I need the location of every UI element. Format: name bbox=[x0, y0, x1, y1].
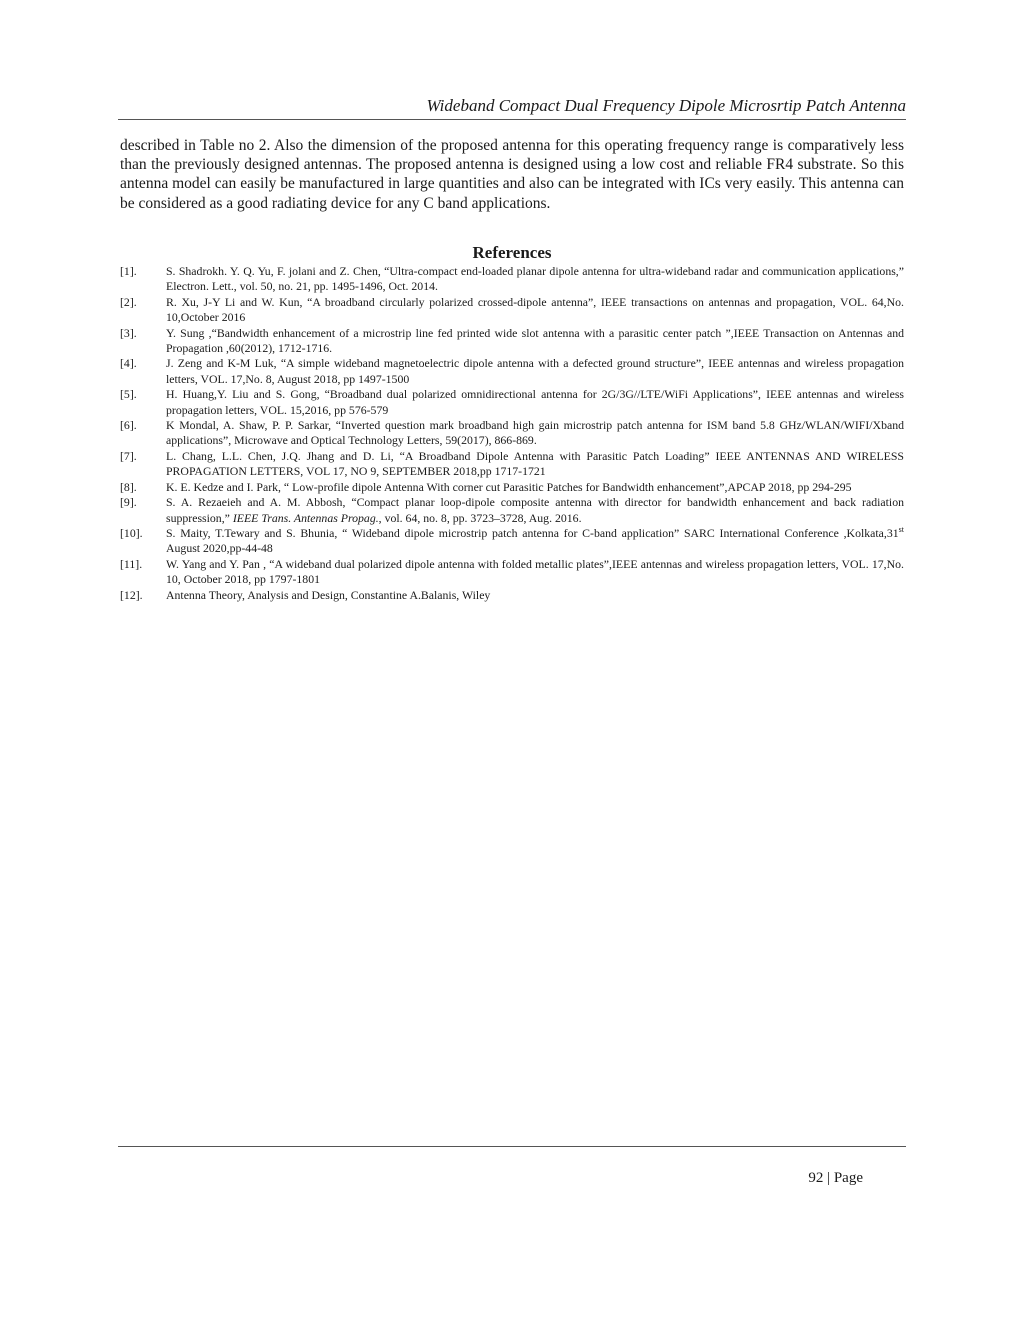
reference-number: [8]. bbox=[120, 479, 137, 494]
reference-text-after: August 2020,pp-44-48 bbox=[166, 541, 273, 556]
reference-number: [5]. bbox=[120, 387, 137, 402]
reference-text: R. Xu, J-Y Li and W. Kun, “A broadband circularly polarized crossed-dipole antenna”, IEEE transactions on antennas and propagation, VOL. 64,No. 10,October 2016 bbox=[166, 294, 904, 325]
reference-item bbox=[120, 495, 904, 526]
reference-number: [9]. bbox=[120, 495, 137, 510]
reference-text: S. Shadrokh. Y. Q. Yu, F. jolani and Z. Chen, “Ultra-compact end-loaded planar dipole antenna for ultra-wideband radar and communication applications,” Electron. Lett., vol. 50, no. 21, pp. 1495-1496, Oct. 2014. bbox=[166, 264, 904, 294]
reference-text: Antenna Theory, Analysis and Design, Constantine A.Balanis, Wiley bbox=[166, 587, 491, 602]
reference-number: [7]. bbox=[120, 448, 137, 463]
references-list bbox=[120, 264, 904, 603]
reference-item bbox=[120, 387, 904, 418]
reference-number: [10]. bbox=[120, 525, 143, 540]
reference-item bbox=[120, 418, 904, 449]
reference-number: [3]. bbox=[120, 325, 137, 340]
reference-text: H. Huang,Y. Liu and S. Gong, “Broadband dual polarized omnidirectional antenna for 2G/3G//LTE/WiFi Applications”, IEEE antennas and wireless propagation letters, VOL. 15,2016, pp 576-579 bbox=[166, 387, 904, 417]
reference-text: K. E. Kedze and I. Park, “ Low-profile dipole Antenna With corner cut Parasitic Patches for Bandwidth enhancement”,APCAP 2018, pp 294-295 bbox=[166, 479, 852, 494]
reference-number: [12]. bbox=[120, 587, 143, 602]
page-number: 92 | Page bbox=[808, 1170, 863, 1186]
reference-text bbox=[166, 495, 904, 526]
ordinal-suffix: st bbox=[898, 524, 904, 534]
reference-text: Y. Sung ,“Bandwidth enhancement of a microstrip line fed printed wide slot antenna with a parasitic center patch ”,IEEE Transaction on Antennas and Propagation ,60(2012), 1712-1716. bbox=[166, 325, 904, 356]
reference-text: L. Chang, L.L. Chen, J.Q. Jhang and D. Li, “A Broadband Dipole Antenna with Parasitic Patch Loading” IEEE ANTENNAS AND WIRELESS PROPAGATION LETTERS, VOL 17, NO 9, SEPTEMBER 2018,pp 1717-1721 bbox=[166, 448, 904, 479]
reference-item bbox=[120, 356, 904, 387]
reference-item bbox=[120, 449, 904, 480]
reference-number: [1]. bbox=[120, 264, 137, 278]
footer-divider bbox=[118, 1146, 906, 1147]
reference-text-before: S. A. Rezaeieh and A. M. Abbosh, “Compact planar loop-dipole composite antenna with director for bandwidth enhancement and back radiation suppression,” bbox=[166, 495, 904, 525]
header-divider bbox=[118, 119, 906, 120]
reference-text bbox=[166, 526, 904, 557]
reference-number: [11]. bbox=[120, 556, 143, 571]
journal-name: IEEE Trans. Antennas Propag. bbox=[232, 510, 379, 525]
reference-item bbox=[120, 557, 904, 588]
reference-text-after: , vol. 64, no. 8, pp. 3723–3728, Aug. 2016. bbox=[378, 510, 582, 525]
reference-text-before: S. Maity, T.Tewary and S. Bhunia, “ Wideband dipole microstrip patch antenna for C-band application” SARC International Conference ,Kolkata,31 bbox=[166, 525, 899, 540]
references-heading: References bbox=[472, 243, 552, 262]
reference-text: K Mondal, A. Shaw, P. P. Sarkar, “Inverted question mark broadband high gain microstrip patch antenna for ISM band 5.8 GHz/WLAN/WIFI/Xband applications”, Microwave and Optical Technology Letters, 59(2017), 866-869. bbox=[166, 418, 904, 448]
reference-text: J. Zeng and K-M Luk, “A simple wideband magnetoelectric dipole antenna with a defected ground structure”, IEEE antennas and wireless propagation letters, VOL. 17,No. 8, August 2018, pp 1497-1500 bbox=[166, 356, 904, 386]
reference-number: [2]. bbox=[120, 294, 137, 309]
reference-text: W. Yang and Y. Pan , “A wideband dual polarized dipole antenna with folded metallic plates”,IEEE antennas and wireless propagation letters, VOL. 17,No. 10, October 2018, pp 1797-1801 bbox=[166, 556, 904, 587]
reference-item bbox=[120, 526, 904, 557]
reference-item bbox=[120, 480, 904, 495]
reference-item bbox=[120, 295, 904, 326]
reference-number: [6]. bbox=[120, 418, 137, 433]
body-paragraph: described in Table no 2. Also the dimension of the proposed antenna for this operating frequency range is comparatively less than the previously designed antennas. The proposed antenna is designed using a low cost and reliable FR4 substrate. So this antenna model can easily be manufactured in large quantities and also can be integrated with ICs very easily. This antenna can be considered as a good radiating device for any C band applications. bbox=[120, 137, 904, 212]
reference-number: [4]. bbox=[120, 356, 137, 371]
reference-item bbox=[120, 264, 904, 295]
reference-item bbox=[120, 588, 904, 603]
running-header-title: Wideband Compact Dual Frequency Dipole Microsrtip Patch Antenna bbox=[426, 96, 906, 115]
reference-item bbox=[120, 326, 904, 357]
